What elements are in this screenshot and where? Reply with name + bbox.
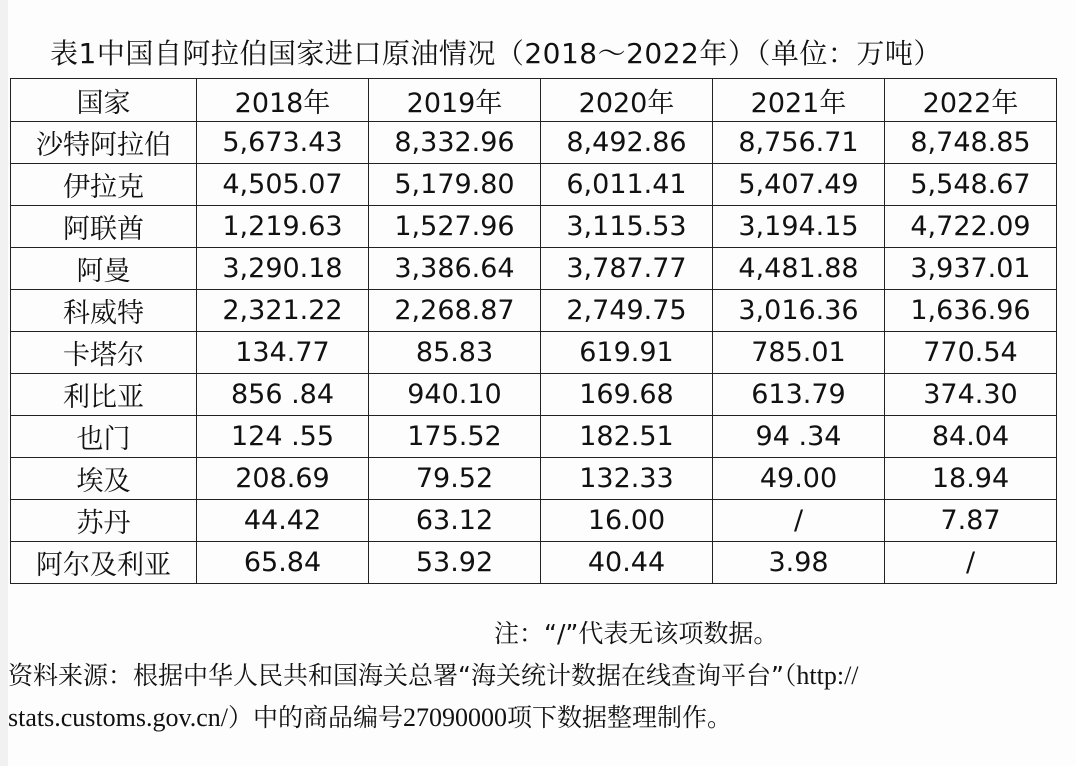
value-cell: 3,016.36 [713,290,885,332]
value-cell: 1,527.96 [369,206,541,248]
table-row [11,374,1057,416]
table-row [11,332,1057,374]
value-cell: 785.01 [713,332,885,374]
table-row [11,206,1057,248]
header-year: 2018年 [197,79,369,122]
source-url-end: stats.customs.gov.cn/ [8,703,229,732]
value-cell: / [713,500,885,542]
value-cell: 3,787.77 [541,248,713,290]
header-year: 2019年 [369,79,541,122]
table-row [11,458,1057,500]
value-cell: 8,332.96 [369,122,541,164]
value-cell: 2,268.87 [369,290,541,332]
value-cell: 5,673.43 [197,122,369,164]
source-text: 项下数据整理制作。 [507,703,733,732]
value-cell: 770.54 [885,332,1057,374]
value-cell: 940.10 [369,374,541,416]
country-cell: 阿尔及利亚 [11,542,197,584]
value-cell: 3,937.01 [885,248,1057,290]
value-cell: 2,749.75 [541,290,713,332]
value-cell: 94 .34 [713,416,885,458]
header-year: 2021年 [713,79,885,122]
table-row [11,290,1057,332]
source-text: 资料来源：根据中华人民共和国海关总署“海关统计数据在线查询平台”（ [8,661,797,690]
value-cell: 208.69 [197,458,369,500]
country-cell: 埃及 [11,458,197,500]
page-edge [0,0,8,766]
value-cell: 4,505.07 [197,164,369,206]
table-row [11,542,1057,584]
value-cell: / [885,542,1057,584]
value-cell: 3,194.15 [713,206,885,248]
source-citation [8,655,1068,739]
country-cell: 阿曼 [11,248,197,290]
value-cell: 8,492.86 [541,122,713,164]
header-country: 国家 [11,79,197,122]
country-cell: 伊拉克 [11,164,197,206]
value-cell: 3,290.18 [197,248,369,290]
value-cell: 856 .84 [197,374,369,416]
value-cell: 5,407.49 [713,164,885,206]
value-cell: 16.00 [541,500,713,542]
header-row [11,79,1057,122]
table-title: 表1中国自阿拉伯国家进口原油情况（2018～2022年）（单位：万吨） [50,37,942,70]
source-text: ）中的商品编号 [228,703,404,732]
value-cell: 3.98 [713,542,885,584]
value-cell: 44.42 [197,500,369,542]
value-cell: 175.52 [369,416,541,458]
value-cell: 63.12 [369,500,541,542]
table-row [11,164,1057,206]
value-cell: 3,386.64 [369,248,541,290]
table-note: 注：“/”代表无该项数据。 [494,619,779,648]
header-year: 2022年 [885,79,1057,122]
value-cell: 79.52 [369,458,541,500]
oil-import-table [10,78,1057,584]
value-cell: 182.51 [541,416,713,458]
value-cell: 132.33 [541,458,713,500]
value-cell: 6,011.41 [541,164,713,206]
value-cell: 5,548.67 [885,164,1057,206]
value-cell: 1,636.96 [885,290,1057,332]
value-cell: 2,321.22 [197,290,369,332]
value-cell: 18.94 [885,458,1057,500]
country-cell: 苏丹 [11,500,197,542]
table-row [11,416,1057,458]
value-cell: 124 .55 [197,416,369,458]
value-cell: 5,179.80 [369,164,541,206]
value-cell: 374.30 [885,374,1057,416]
value-cell: 134.77 [197,332,369,374]
table-row [11,500,1057,542]
value-cell: 1,219.63 [197,206,369,248]
country-cell: 科威特 [11,290,197,332]
value-cell: 613.79 [713,374,885,416]
value-cell: 85.83 [369,332,541,374]
value-cell: 619.91 [541,332,713,374]
value-cell: 40.44 [541,542,713,584]
value-cell: 8,756.71 [713,122,885,164]
country-cell: 阿联酋 [11,206,197,248]
value-cell: 49.00 [713,458,885,500]
country-cell: 利比亚 [11,374,197,416]
value-cell: 53.92 [369,542,541,584]
country-cell: 沙特阿拉伯 [11,122,197,164]
table-row [11,122,1057,164]
country-cell: 卡塔尔 [11,332,197,374]
value-cell: 3,115.53 [541,206,713,248]
header-year: 2020年 [541,79,713,122]
value-cell: 8,748.85 [885,122,1057,164]
value-cell: 4,481.88 [713,248,885,290]
value-cell: 4,722.09 [885,206,1057,248]
value-cell: 65.84 [197,542,369,584]
table-row [11,248,1057,290]
commodity-code: 27090000 [403,703,508,732]
value-cell: 169.68 [541,374,713,416]
source-url-start: http:// [796,661,859,690]
value-cell: 7.87 [885,500,1057,542]
country-cell: 也门 [11,416,197,458]
value-cell: 84.04 [885,416,1057,458]
